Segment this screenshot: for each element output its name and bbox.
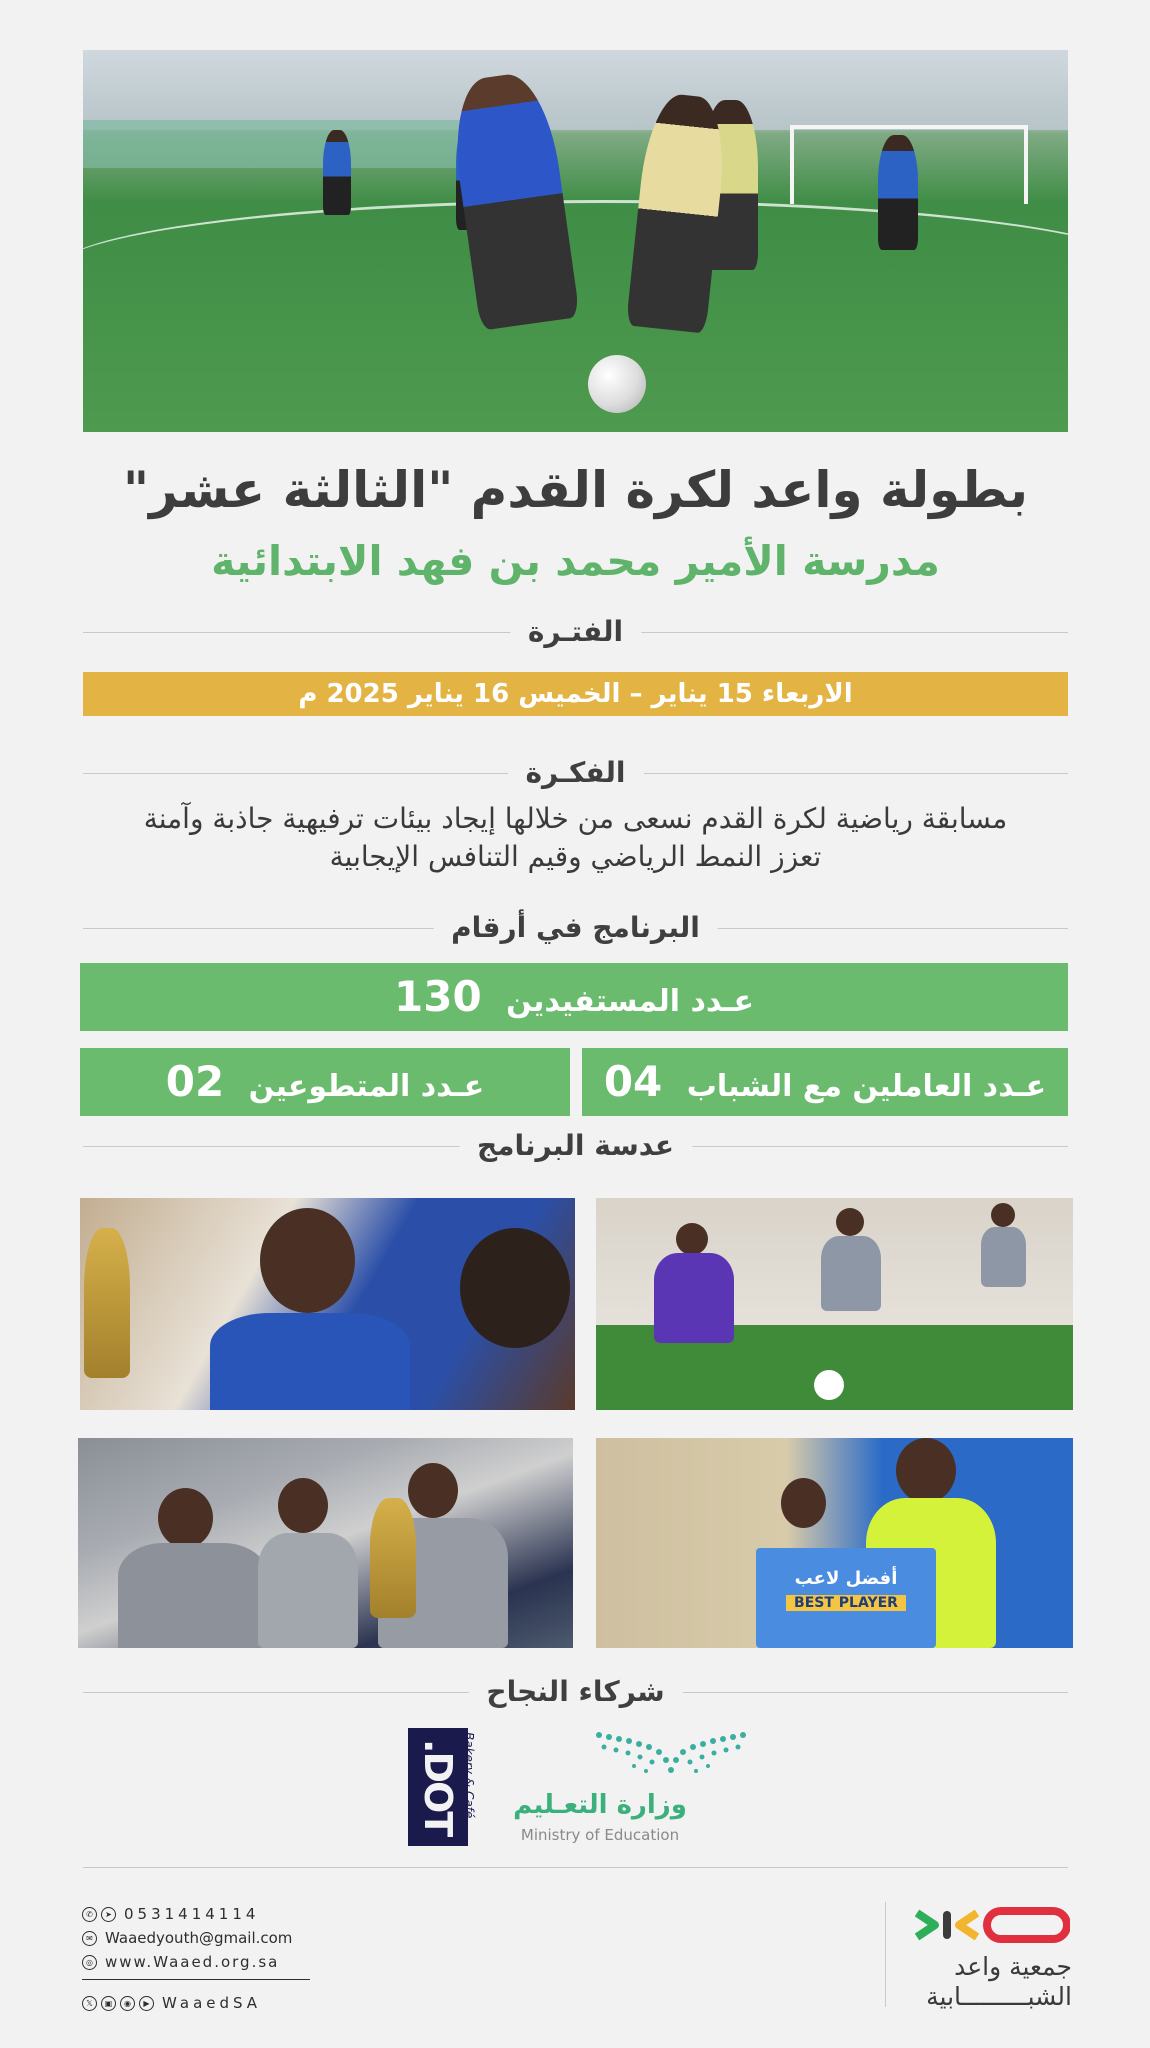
best-player-card-ar: أفضل لاعب [794, 1568, 898, 1589]
best-player-card [756, 1548, 936, 1648]
gallery-photo-celebration [78, 1438, 573, 1648]
stat-youth-workers [582, 1048, 1068, 1116]
idea-line-1: مسابقة رياضية لكرة القدم نسعى من خلالها إيجاد بيئات ترفيهية جاذبة وآمنة [143, 802, 1008, 835]
social-handle[interactable]: WaaedSA [162, 1994, 262, 2012]
email-icon: ✉ [82, 1931, 97, 1946]
stat-beneficiaries [80, 963, 1068, 1031]
stat-youth-workers-value: 04 [603, 1057, 663, 1106]
gallery-photo-match [596, 1198, 1073, 1410]
page-title: بطولة واعد لكرة القدم "الثالثة عشر" [123, 461, 1028, 519]
idea-text [83, 800, 1068, 876]
idea-heading [83, 753, 1068, 793]
footer-divider [83, 1867, 1068, 1868]
stat-youth-workers-label: عـدد العاملين مع الشباب [686, 1069, 1047, 1104]
idea-heading-label: الفكـرة [507, 753, 643, 793]
social-row [82, 1992, 332, 2014]
numbers-heading-label: البرنامج في أرقام [433, 908, 718, 948]
dot-bakery-logo: DOT. [408, 1728, 468, 1846]
globe-icon: ◎ [82, 1955, 97, 1970]
ministry-of-education-english: Ministry of Education [520, 1826, 680, 1844]
email-row [82, 1927, 332, 1949]
waed-org-name-line-1: جمعية واعد [954, 1952, 1072, 1981]
ministry-of-education-logo-icon [594, 1730, 749, 1782]
whatsapp-icon: ✆ [82, 1907, 97, 1922]
gallery-heading-label: عدسة البرنامج [459, 1126, 692, 1166]
waed-org-name-line-2: الشبـــــــــابية [926, 1982, 1072, 2011]
contact-info [82, 1903, 332, 2016]
gallery-photo-handshake [80, 1198, 575, 1410]
gallery-photo-best-player [596, 1438, 1073, 1648]
ministry-of-education-arabic: وزارة التعـليم [513, 1790, 687, 1820]
partners-heading-label: شركاء النجاح [468, 1672, 682, 1712]
hero-photo [83, 50, 1068, 432]
youtube-icon[interactable]: ▶ [139, 1996, 154, 2011]
partners-heading [83, 1672, 1068, 1712]
phone-row [82, 1903, 332, 1925]
best-player-card-en: BEST PLAYER [786, 1595, 906, 1611]
footer-vertical-divider [885, 1902, 886, 2007]
gallery-heading [83, 1126, 1068, 1166]
stat-volunteers-value: 02 [165, 1057, 225, 1106]
stat-volunteers-label: عـدد المتطوعين [248, 1069, 485, 1104]
idea-line-2: تعزز النمط الرياضي وقيم التنافس الإيجابية [329, 840, 822, 873]
phone-number[interactable]: 0531414114 [124, 1905, 260, 1923]
x-icon[interactable]: 𝕏 [82, 1996, 97, 2011]
instagram-icon[interactable]: ▣ [101, 1996, 116, 2011]
email-address[interactable]: Waaedyouth@gmail.com [105, 1929, 293, 1947]
stat-beneficiaries-value: 130 [394, 972, 482, 1021]
period-heading [83, 612, 1068, 652]
telegram-icon: ➤ [101, 1907, 116, 1922]
numbers-heading [83, 908, 1068, 948]
website-link[interactable]: www.Waaed.org.sa [105, 1953, 280, 1971]
contact-divider [82, 1979, 310, 1980]
stat-volunteers [80, 1048, 570, 1116]
waed-org-name [912, 1952, 1072, 2012]
school-name: مدرسة الأمير محمد بن فهد الابتدائية [211, 537, 940, 585]
period-heading-label: الفتـرة [510, 612, 641, 652]
waed-logo-icon [915, 1905, 1070, 1945]
dot-bakery-subtitle: Bakery & Café [462, 1732, 476, 1819]
website-row [82, 1951, 332, 1973]
snapchat-icon[interactable]: ◉ [120, 1996, 135, 2011]
stat-beneficiaries-label: عـدد المستفيدين [506, 984, 754, 1019]
period-dates: الاربعاء 15 يناير – الخميس 16 يناير 2025 م [83, 672, 1068, 716]
